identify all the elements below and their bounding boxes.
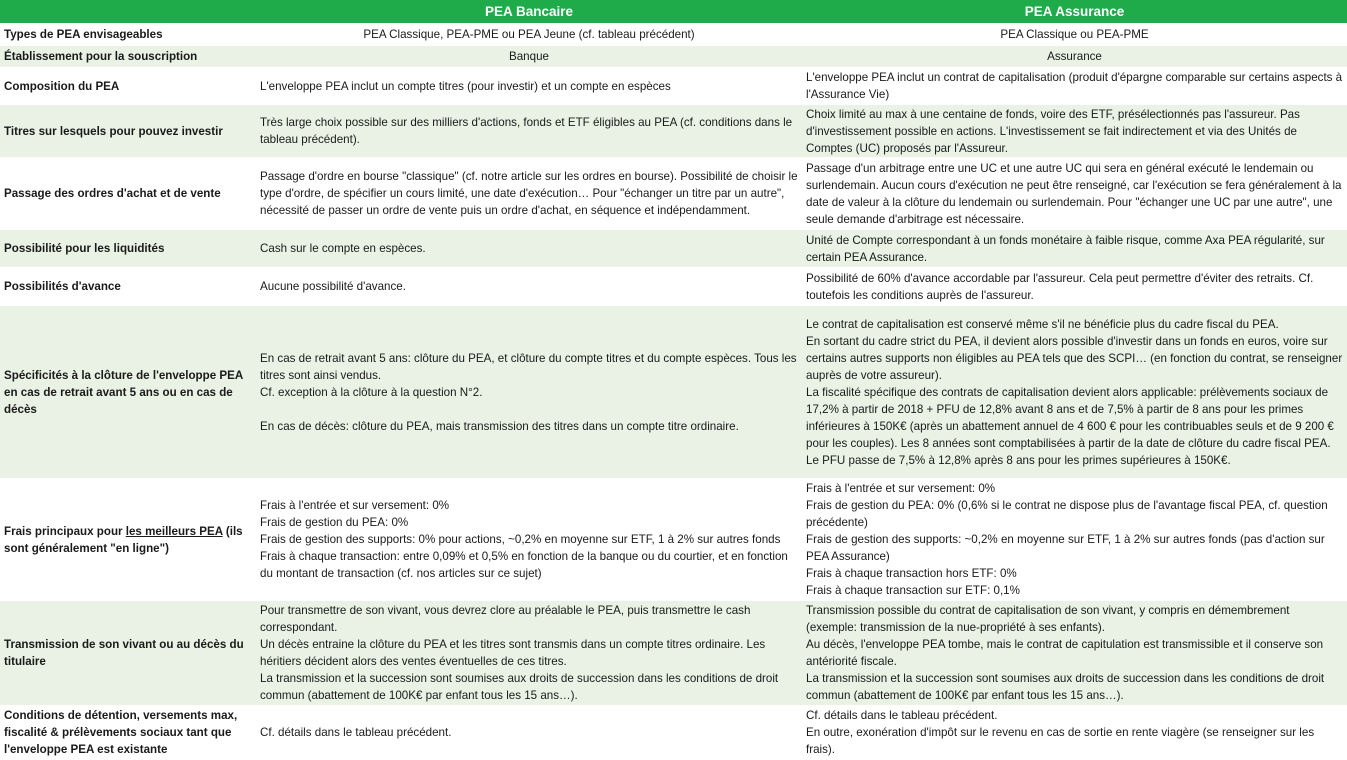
bancaire-cell: L'enveloppe PEA inclut un compte titres (pour investir) et un compte en espèces (256, 68, 802, 105)
row-label: Possibilités d'avance (0, 268, 256, 306)
cell-line: Frais de gestion du PEA: 0% (0,6% si le contrat ne dispose plus de l'avantage fiscal PEA, cf. question précédente) (806, 499, 1328, 529)
header-empty-cell (0, 0, 256, 24)
header-pea-assurance: PEA Assurance (802, 0, 1347, 24)
assurance-cell (802, 479, 1347, 601)
cell-line: Frais de gestion des supports: 0% pour actions, ~0,2% en moyenne sur ETF, 1 à 2% sur autres fonds (260, 533, 781, 546)
cell-line: Au décès, l'enveloppe PEA tombe, mais le contrat de capitulation est transmissible et il conserve son antériorité fiscale. (806, 638, 1324, 668)
assurance-cell: Unité de Compte correspondant à un fonds monétaire à faible risque, comme Axa PEA régularité, sur certain PEA Assurance. (802, 230, 1347, 268)
cell-line: Cf. détails dans le tableau précédent. (806, 709, 998, 723)
bancaire-cell: Très large choix possible sur des milliers d'actions, fonds et ETF éligibles au PEA (cf. conditions dans le tableau précédent). (256, 105, 802, 158)
best-pea-link[interactable]: les meilleurs PEA (125, 524, 223, 538)
cell-line: Cf. exception à la clôture à la question N°2. (260, 385, 483, 399)
cell-line: Frais à chaque transaction: entre 0,09% et 0,5% en fonction de la banque ou du courtier, et en fonction du montant de transaction (cf. nos articles sur ce sujet) (260, 550, 788, 580)
table-row (0, 24, 1347, 46)
table-row (0, 230, 1347, 268)
cell-line: Frais à l'entrée et sur versement: 0% (260, 499, 450, 512)
cell-line: La transmission et la succession sont soumises aux droits de succession dans les conditions de droit commun (abattement de 100K€ par enfant tous les 15 ans…). (260, 672, 779, 702)
cell-line: La fiscalité spécifique des contrats de capitalisation devient alors applicable: prélèvements sociaux de 17,2% à partir de 2018 + PFU de 12,8% avant 8 ans et de 7,5% à partir de 8 ans pour les primes inférieures à 150K€ (après un abattement annuel de 4 600 € pour les contribuables seuls et de 9 200 € pour les couples). Les 8 années sont comptabilisées à partir de la date de clôture du cadre fiscal PEA. Le PFU passe de 7,5% à 12,8% après 8 ans pour les primes supérieures à 150K€. (806, 385, 1334, 467)
bancaire-cell (256, 306, 802, 479)
bancaire-cell: PEA Classique, PEA-PME ou PEA Jeune (cf. tableau précédent) (256, 24, 802, 46)
assurance-cell: PEA Classique ou PEA-PME (802, 24, 1347, 46)
cell-line: En outre, exonération d'impôt sur le revenu en cas de sortie en rente viagère (se renseigner sur les frais). (806, 726, 1315, 757)
table-row (0, 306, 1347, 479)
bancaire-cell (256, 601, 802, 706)
row-label: Types de PEA envisageables (0, 24, 256, 46)
assurance-cell (802, 706, 1347, 760)
bancaire-cell (256, 479, 802, 601)
table-row (0, 706, 1347, 760)
assurance-cell: Assurance (802, 46, 1347, 68)
assurance-cell (802, 601, 1347, 706)
row-label: Transmission de son vivant ou au décès du titulaire (0, 601, 256, 706)
cell-line: Transmission possible du contrat de capitalisation de son vivant, y compris en démembrement (exemple: transmission de la nue-propriété à ses enfants). (806, 604, 1290, 634)
assurance-cell: Choix limité au max à une centaine de fonds, voire des ETF, présélectionnés pas l'assureur. Pas d'investissement possible en actions. L'investissement se fait indirectement et via des Unités de Comptes (UC) proposés par l'Assureur. (802, 105, 1347, 158)
bancaire-cell: Passage d'ordre en bourse "classique" (cf. notre article sur les ordres en bourse). Possibilité de choisir le type d'ordre, de spécifier un cours limité, une date d'exécution… Pour "échanger un titre par un autre", nécessité de passer un ordre de vente puis un ordre d'achat, en séquence et indépendamment. (256, 158, 802, 230)
assurance-cell: Possibilité de 60% d'avance accordable par l'assureur. Cela peut permettre d'éviter des retraits. Cf. toutefois les conditions auprès de l'assureur. (802, 268, 1347, 306)
table-row (0, 105, 1347, 158)
cell-line: La transmission et la succession sont soumises aux droits de succession dans les conditions de droit commun (abattement de 100K€ par enfant tous les 15 ans…). (806, 672, 1325, 702)
table-row (0, 479, 1347, 601)
cell-line: Le contrat de capitalisation est conservé même s'il ne bénéficie plus du cadre fiscal du PEA. (806, 317, 1279, 331)
bancaire-cell: Cash sur le compte en espèces. (256, 230, 802, 268)
header-pea-bancaire: PEA Bancaire (256, 0, 802, 24)
row-label: Composition du PEA (0, 68, 256, 105)
row-label: Possibilité pour les liquidités (0, 230, 256, 268)
bancaire-cell: Banque (256, 46, 802, 68)
cell-line: Pour transmettre de son vivant, vous devrez clore au préalable le PEA, puis transmettre le cash correspondant. (260, 604, 751, 634)
cell-line: En cas de retrait avant 5 ans: clôture du PEA, et clôture du compte titres et du compte espèces. Tous les titres sont ainsi vendus. (260, 351, 797, 382)
table-row (0, 68, 1347, 105)
cell-line: En sortant du cadre strict du PEA, il devient alors possible d'investir dans un fonds en euros, voire sur certains autres supports non éligibles au PEA tels que des SCPI… (en fonction du contrat, se renseigner auprès de votre assureur). (806, 334, 1343, 382)
row-label: Établissement pour la souscription (0, 46, 256, 68)
bancaire-cell: Aucune possibilité d'avance. (256, 268, 802, 306)
cell-line: Frais à chaque transaction sur ETF: 0,1% (806, 584, 1020, 597)
bancaire-cell: Cf. détails dans le tableau précédent. (256, 706, 802, 760)
table-row (0, 46, 1347, 68)
row-label: Titres sur lesquels pour pouvez investir (0, 105, 256, 158)
cell-line: En cas de décès: clôture du PEA, mais transmission des titres dans un compte titre ordinaire. (260, 419, 739, 433)
row-label-text: Frais principaux pour (4, 524, 126, 538)
row-label: Conditions de détention, versements max, fiscalité & prélèvements sociaux tant que l'enveloppe PEA est existante (0, 706, 256, 760)
table-row (0, 158, 1347, 230)
cell-spacer (260, 401, 798, 418)
row-label: Spécificités à la clôture de l'enveloppe PEA en cas de retrait avant 5 ans ou en cas de décès (0, 306, 256, 479)
row-label: Passage des ordres d'achat et de vente (0, 158, 256, 230)
header-row (0, 0, 1347, 24)
row-label-text: (ils sont généralement "en ligne") (4, 524, 243, 555)
assurance-cell: L'enveloppe PEA inclut un contrat de capitalisation (produit d'épargne comparable sur certains aspects à l'Assurance Vie) (802, 68, 1347, 105)
table-row (0, 268, 1347, 306)
cell-line: Frais de gestion des supports: ~0,2% en moyenne sur ETF, 1 à 2% sur autres fonds (pas d'action sur PEA Assurance) (806, 533, 1325, 563)
cell-line: Un décès entraine la clôture du PEA et les titres sont transmis dans un compte titres ordinaire. Les héritiers décident alors des ventes éventuelles de ces titres. (260, 638, 766, 668)
assurance-cell (802, 306, 1347, 479)
cell-line: Frais à chaque transaction hors ETF: 0% (806, 567, 1017, 580)
cell-line: Frais de gestion du PEA: 0% (260, 516, 409, 529)
assurance-cell: Passage d'un arbitrage entre une UC et une autre UC qui sera en général exécuté le lendemain ou surlendemain. Aucun cours d'exécution ne peut être renseigné, car l'exécution se fera généralement à la date de valeur à la clôture du lendemain ou surlendemain. Pour "échanger une UC par une autre", une seule demande d'arbitrage est nécessaire. (802, 158, 1347, 230)
table-row (0, 601, 1347, 706)
row-label (0, 479, 256, 601)
cell-line: Frais à l'entrée et sur versement: 0% (806, 482, 996, 495)
